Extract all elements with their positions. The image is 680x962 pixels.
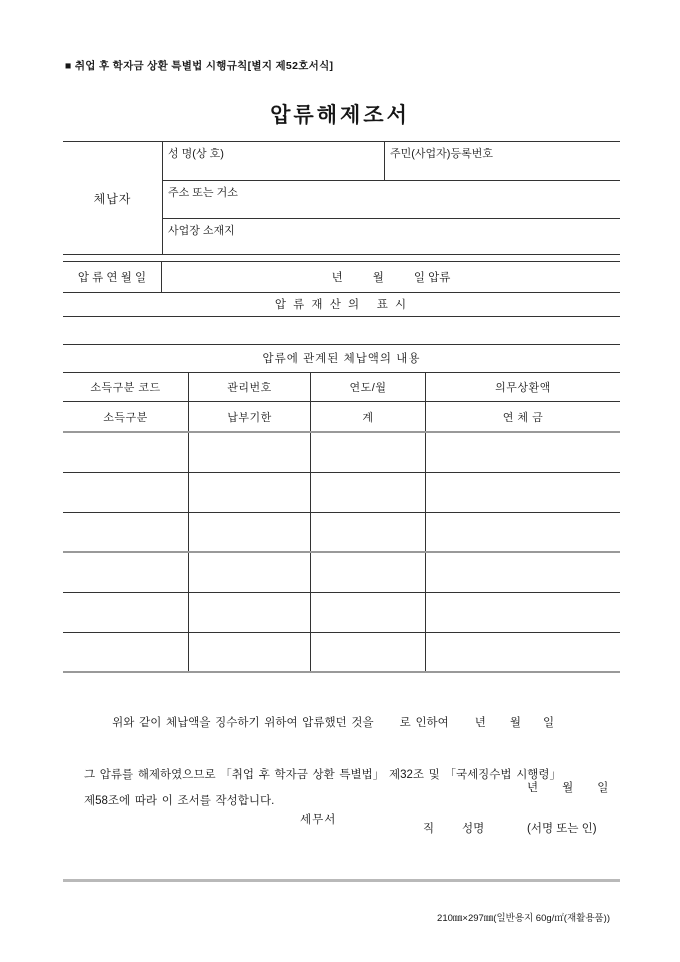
arrears-header-cell: 계 <box>310 402 425 431</box>
arrears-header-cell: 관리번호 <box>188 373 310 401</box>
arrears-empty-cell <box>188 433 310 472</box>
arrears-empty-cell <box>425 473 620 512</box>
arrears-empty-cell <box>310 473 425 512</box>
signature-date <box>527 779 608 795</box>
tax-office-label: 세무서 <box>300 814 337 826</box>
regno-field-label: 주민(사업자)등록번호 <box>384 142 620 180</box>
arrears-empty-cell <box>188 593 310 632</box>
arrears-empty-cell <box>425 553 620 592</box>
arrears-empty-row <box>63 633 620 673</box>
arrears-empty-cell <box>188 513 310 551</box>
property-heading: 압 류 재 산 의 표 시 <box>63 293 620 317</box>
arrears-empty-cell <box>425 513 620 551</box>
debtor-table <box>63 141 620 255</box>
sign-year-label: 년 <box>527 782 539 794</box>
name-field-label: 성 명(상 호) <box>168 148 224 160</box>
arrears-header-cell: 연 체 금 <box>425 402 620 431</box>
arrears-empty-cell <box>310 433 425 472</box>
arrears-header-cell: 납부기한 <box>188 402 310 431</box>
arrears-table <box>63 345 620 673</box>
seizure-day-label: 일 압류 <box>413 272 451 284</box>
seizure-date-value <box>162 262 620 292</box>
arrears-empty-cell <box>188 633 310 671</box>
seizure-month-label: 월 <box>372 272 384 284</box>
arrears-empty-cell <box>310 553 425 592</box>
debtor-row-name <box>163 142 620 181</box>
arrears-empty-cell <box>63 553 188 592</box>
arrears-header-cell: 연도/월 <box>310 373 425 401</box>
arrears-empty-cell <box>63 633 188 671</box>
arrears-empty-row <box>63 513 620 553</box>
debtor-fields <box>162 142 620 254</box>
address-field-label: 주소 또는 거소 <box>163 181 620 219</box>
arrears-header-row-1 <box>63 373 620 402</box>
statement-line-1: 위와 같이 체납액을 징수하기 위하여 압류했던 것을 로 인하여 년 월 일 <box>112 717 555 729</box>
paper-spec-note: 210㎜×297㎜(일반용지 60g/㎡(재활용품)) <box>437 913 610 924</box>
debtor-row-label: 체납자 <box>93 191 132 206</box>
workplace-field-label: 사업장 소재지 <box>168 225 235 237</box>
seizure-date-row <box>63 261 620 293</box>
sign-day-label: 일 <box>597 782 609 794</box>
sign-month-label: 월 <box>562 782 574 794</box>
seizure-year-label: 년 <box>331 272 343 284</box>
arrears-empty-cell <box>63 433 188 472</box>
form-regulation-notice: ■ 취업 후 학자금 상환 특별법 시행규칙[별지 제52호서식] <box>65 60 334 72</box>
signer-name-label: 성명 <box>462 823 485 835</box>
arrears-header-cell: 소득구분 코드 <box>90 382 161 394</box>
arrears-empty-cell <box>310 513 425 551</box>
arrears-empty-cell <box>188 553 310 592</box>
separator-line <box>63 879 620 882</box>
arrears-empty-cell <box>425 433 620 472</box>
arrears-empty-cell <box>63 473 188 512</box>
arrears-empty-cell <box>63 593 188 632</box>
arrears-header-cell: 의무상환액 <box>425 373 620 401</box>
arrears-empty-cell <box>63 513 188 551</box>
arrears-header-row-2 <box>63 402 620 433</box>
property-blank-area <box>63 317 620 345</box>
arrears-empty-cell <box>425 593 620 632</box>
position-label: 직 <box>423 823 435 835</box>
arrears-empty-row <box>63 593 620 633</box>
seizure-date-label: 압 류 연 월 일 <box>63 262 162 292</box>
arrears-empty-cell <box>425 633 620 671</box>
arrears-empty-row <box>63 473 620 513</box>
seal-note: (서명 또는 인) <box>527 823 597 835</box>
arrears-empty-cell <box>188 473 310 512</box>
arrears-header-cell: 소득구분 <box>103 411 148 424</box>
statement-line-3: 제58조에 따라 이 조서를 작성합니다. <box>84 795 275 807</box>
arrears-empty-cell <box>310 633 425 671</box>
form-title: 압류해제조서 <box>270 104 410 127</box>
arrears-empty-cell <box>310 593 425 632</box>
arrears-empty-row <box>63 553 620 593</box>
arrears-heading: 압류에 관계된 체납액의 내용 <box>63 345 620 373</box>
arrears-empty-row <box>63 433 620 473</box>
statement-line-2: 그 압류를 해제하였으므로 「취업 후 학자금 상환 특별법」 제32조 및 「국세징수법 시행령」 <box>84 769 562 781</box>
